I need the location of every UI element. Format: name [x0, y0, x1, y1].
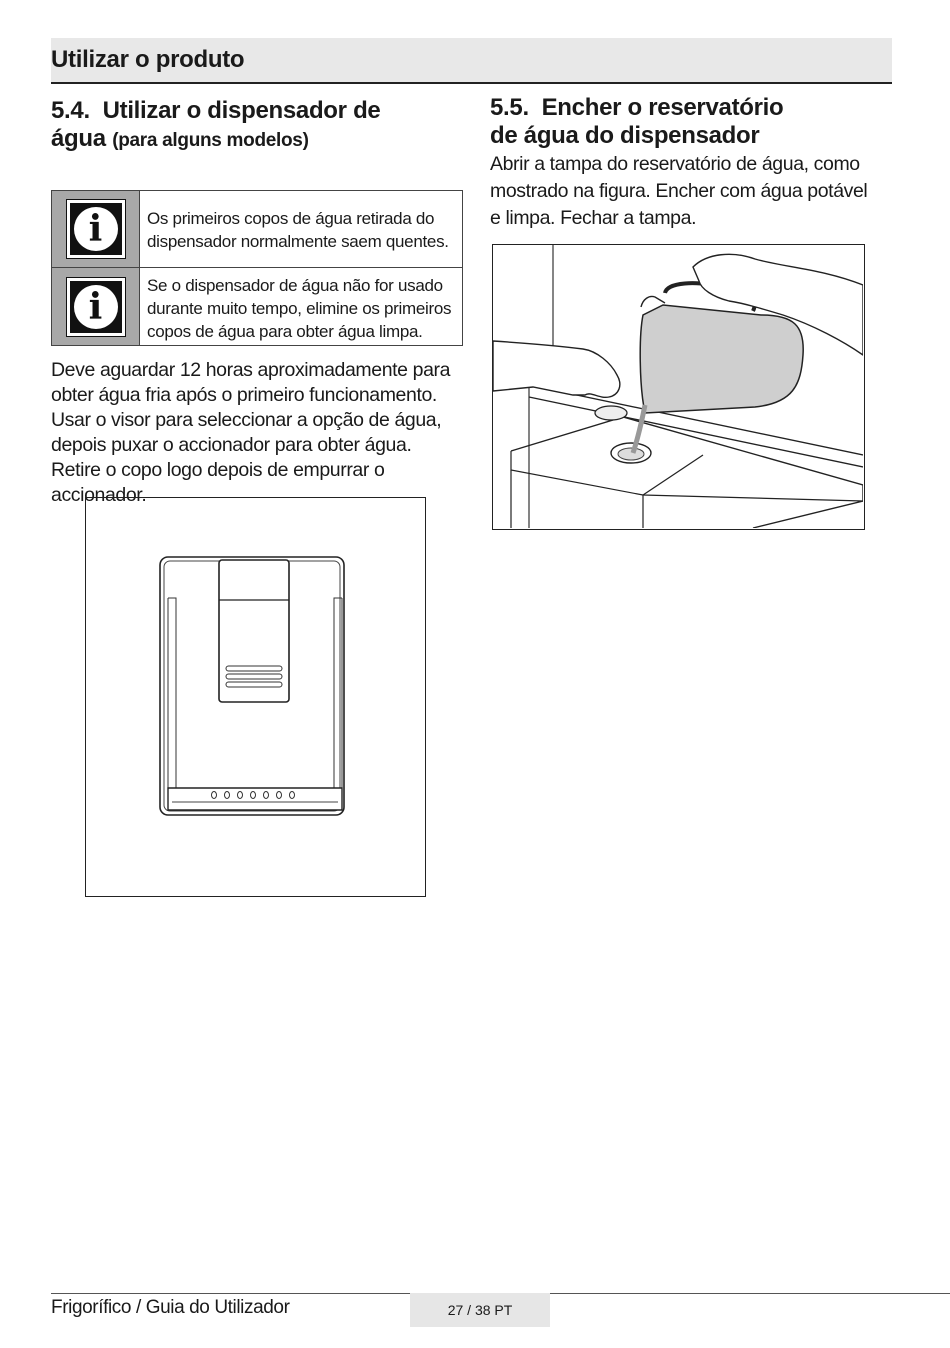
section-title-line2: de água do dispensador — [490, 122, 760, 149]
footer-document-title: Frigorífico / Guia do Utilizador — [51, 1297, 290, 1318]
note-icon-cell — [52, 268, 140, 345]
reservoir-drawing — [493, 245, 863, 528]
section-title-line1: Encher o reservatório — [541, 94, 784, 121]
note-icon-cell — [52, 191, 140, 267]
note-row — [52, 191, 462, 268]
note-text: Os primeiros copos de água retirada do dispensador normalmente saem quentes. — [147, 209, 449, 251]
page-header — [51, 38, 892, 84]
dispenser-drawing — [86, 498, 424, 895]
body-text-right: Abrir a tampa do reservatório de água, como mostrado na figura. Encher com água potável e limpa. Fechar a tampa. — [490, 153, 868, 229]
section-subtitle: (para alguns modelos) — [112, 130, 309, 151]
section-heading-5-5 — [490, 94, 870, 150]
info-icon: i — [67, 200, 125, 258]
note-text: Se o dispensador de água não for usado durante muito tempo, elimine os primeiros copos de água para obter água limpa. — [147, 276, 452, 341]
dispenser-illustration — [85, 497, 426, 897]
reservoir-fill-illustration — [492, 244, 865, 530]
note-row — [52, 268, 462, 345]
header-title: Utilizar o produto — [51, 46, 245, 73]
section-title-line1: Utilizar o dispensador de — [102, 97, 381, 124]
notes-table — [51, 190, 463, 346]
body-text-left: Deve aguardar 12 horas aproximadamente para obter água fria após o primeiro funcionamento. Usar o visor para seleccionar a opção de água, depois puxar o accionador para obter água. Retire o copo logo depois de empurrar o accionador. — [51, 359, 451, 506]
section-number: 5.4. — [51, 97, 90, 124]
section-heading-5-4 — [51, 97, 451, 155]
info-icon: i — [67, 278, 125, 336]
footer-page-number: 27 / 38 PT — [410, 1293, 550, 1327]
section-title-line2: água — [51, 125, 106, 152]
section-number: 5.5. — [490, 94, 529, 121]
